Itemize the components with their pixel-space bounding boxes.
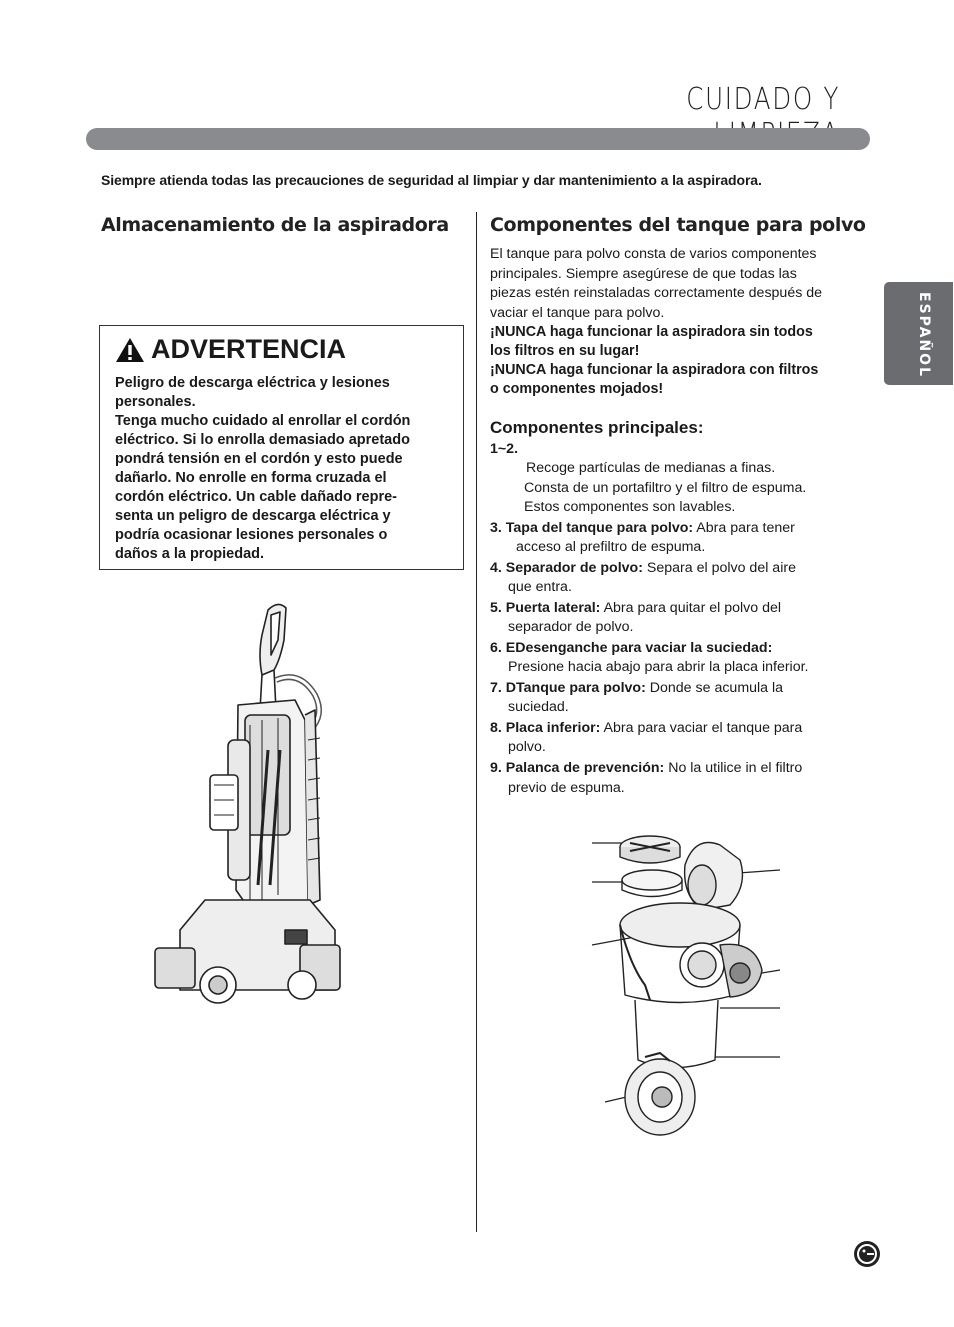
warning-line: pondrá tensión en el cordón y esto puede — [115, 451, 403, 467]
list-item — [490, 639, 860, 678]
warning-line: Peligro de descarga eléctrica y lesiones — [115, 375, 390, 391]
item-label: 7. DTanque para polvo: — [490, 680, 646, 697]
list-item — [490, 759, 860, 798]
item-label: 5. Puerta lateral: — [490, 599, 601, 616]
item-text: separador de polvo. — [508, 619, 634, 636]
item-label: 4. Separador de polvo: — [490, 559, 643, 576]
never-warning-wet — [490, 361, 860, 399]
warning-line: dañarlo. No enrolle en forma cruzada el — [115, 470, 387, 486]
page-title: CUIDADO Y — [686, 82, 840, 117]
language-tab-label: ESPAÑOL — [916, 292, 932, 378]
warning-title — [115, 334, 346, 365]
lg-logo-icon — [854, 1241, 880, 1267]
warning-title-text: ADVERTENCIA — [151, 334, 347, 364]
item-text: que entra. — [508, 579, 572, 596]
never-line: o componentes mojados! — [490, 381, 664, 397]
list-item — [490, 519, 860, 558]
item-label: 9. Palanca de prevención: — [490, 760, 665, 777]
item-label: 6. EDesenganche para vaciar la suciedad: — [490, 639, 773, 656]
never-warning-filters — [490, 323, 860, 361]
item-text: previo de espuma. — [508, 779, 625, 796]
warning-body — [115, 374, 455, 564]
list-item — [490, 679, 860, 718]
list-item — [490, 440, 860, 517]
item-text: No la utilice in el filtro — [664, 760, 803, 777]
description-line: vaciar el tanque para polvo. — [490, 304, 665, 321]
item-text: Recoge partículas de medianas a finas. — [526, 460, 776, 477]
item-label: 8. Placa inferior: — [490, 720, 601, 737]
dust-tank-diagram — [590, 825, 790, 1140]
item-text: Presione hacia abajo para abrir la placa inferior. — [508, 659, 809, 676]
warning-line: daños a la propiedad. — [115, 546, 265, 562]
item-text: Consta de un portafiltro y el filtro de espuma. — [524, 479, 807, 496]
never-line: ¡NUNCA haga funcionar la aspiradora con filtros — [490, 362, 819, 378]
warning-box — [99, 325, 464, 570]
never-line: los filtros en su lugar! — [490, 343, 640, 359]
never-line: ¡NUNCA haga funcionar la aspiradora sin todos — [490, 324, 813, 340]
language-tab — [884, 282, 953, 385]
description-line: piezas estén reinstaladas correctamente después de — [490, 285, 823, 301]
item-text: Estos componentes son lavables. — [524, 498, 736, 515]
item-text: Abra para vaciar el tanque para — [600, 720, 803, 737]
dust-tank-heading: Componentes del tanque para polvo — [490, 214, 866, 236]
warning-line: cordón eléctrico. Un cable dañado repre- — [115, 489, 398, 505]
title-bar — [86, 128, 870, 150]
warning-line: personales. — [115, 394, 196, 410]
item-label: 1~2. — [490, 441, 519, 457]
components-heading: Componentes principales: — [490, 418, 704, 437]
list-item — [490, 599, 860, 638]
description-line: principales. Siempre asegúrese de que todas las — [490, 265, 797, 282]
storage-heading: Almacenamiento de la aspiradora — [101, 214, 449, 236]
lg-logo — [854, 1241, 880, 1267]
column-divider — [476, 212, 477, 1232]
item-text: acceso al prefiltro de espuma. — [516, 538, 706, 555]
warning-line: Tenga mucho cuidado al enrollar el cordón — [115, 413, 411, 429]
upright-vacuum-illustration — [150, 600, 350, 1010]
item-text: Abra para quitar el polvo del — [600, 599, 782, 616]
item-text: suciedad. — [508, 699, 569, 716]
warning-line: podría ocasionar lesiones personales o — [115, 527, 388, 543]
item-text: Abra para tener — [693, 519, 795, 536]
description-line: El tanque para polvo consta de varios componentes — [490, 246, 817, 262]
item-text: Donde se acumula la — [645, 680, 784, 697]
warning-triangle-icon — [115, 337, 145, 363]
safety-intro: Siempre atienda todas las precauciones de seguridad al limpiar y dar mantenimiento a la aspiradora. — [101, 172, 762, 188]
list-item — [490, 719, 860, 758]
item-text: polvo. — [508, 739, 546, 756]
item-label: 3. Tapa del tanque para polvo: — [490, 519, 694, 536]
warning-line: senta un peligro de descarga eléctrica y — [115, 508, 391, 524]
components-list — [490, 440, 860, 799]
warning-line: eléctrico. Si lo enrolla demasiado apretado — [115, 432, 410, 448]
tank-description — [490, 245, 850, 323]
item-text: Separa el polvo del aire — [642, 559, 796, 576]
list-item — [490, 559, 860, 598]
